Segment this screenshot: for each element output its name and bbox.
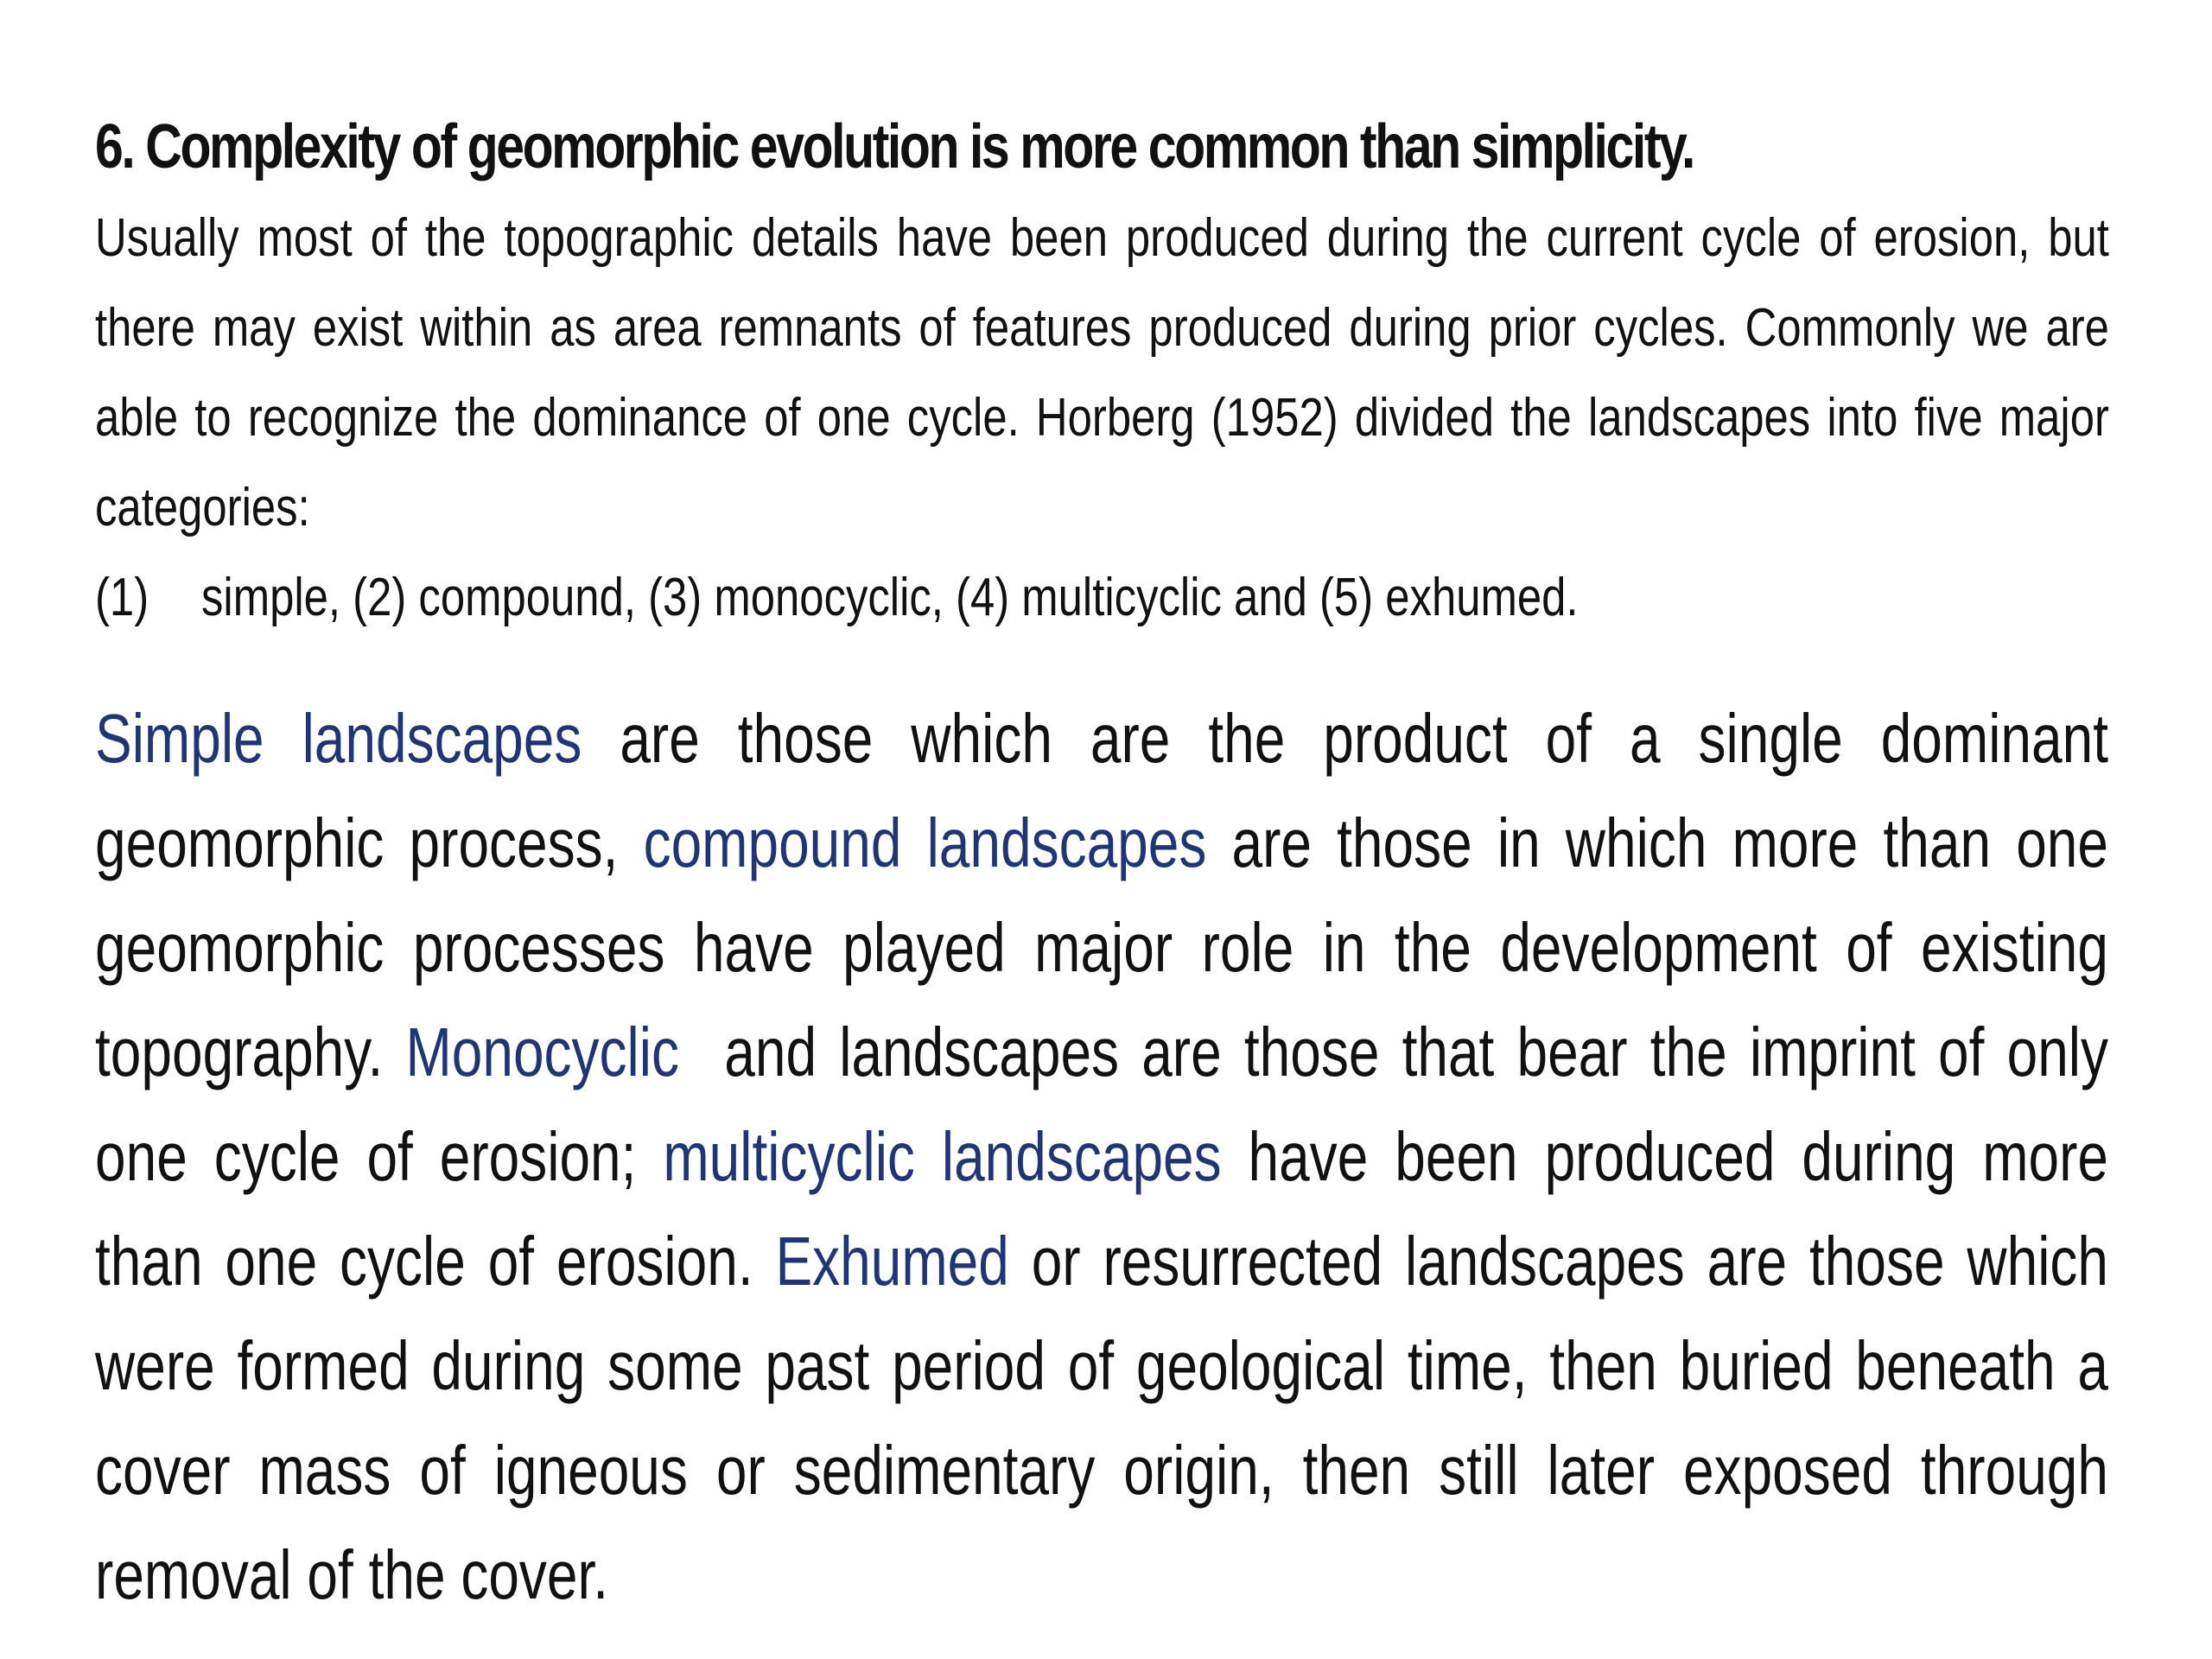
definition-compound: are those in which more than one geomorphic processes have played major role in the development of existing topography. <box>95 804 2108 1090</box>
term-multicyclic-landscapes: multicyclic landscapes <box>663 1118 1222 1195</box>
first-category-number: (1) <box>95 568 149 627</box>
intro-paragraph: Usually most of the topographic details have been produced during the current cycle of erosion, but there may exist within as area remnants of features produced during prior cycles. Commonly we are able to recognize the dominance of one cycle. Horberg (1952) divided the landscapes into five major categories: <box>95 208 2109 537</box>
term-simple-landscapes: Simple landscapes <box>95 700 582 777</box>
term-monocyclic: Monocyclic <box>405 1014 679 1090</box>
document-page <box>95 104 2124 1627</box>
section-heading: 6. Complexity of geomorphic evolution is more common than simplicity. <box>95 112 1694 181</box>
definition-multicyclic: have been produced during more than one cycle of erosion. <box>95 1118 2109 1300</box>
definition-simple: are those which are the product of a single dominant geomorphic process, <box>95 700 2108 881</box>
categories-list-text: simple, (2) compound, (3) monocyclic, (4) multicyclic and (5) exhumed. <box>201 568 1579 627</box>
definition-monocyclic: and landscapes are those that bear the imprint of only one cycle of erosion; <box>95 1014 2124 1195</box>
categories-list <box>95 553 2109 643</box>
term-exhumed: Exhumed <box>775 1223 1009 1300</box>
definitions-paragraph <box>95 686 2124 1627</box>
term-compound-landscapes: compound landscapes <box>643 804 1207 881</box>
definition-exhumed: or resurrected landscapes are those which were formed during some past period of geological time, then buried beneath a cover mass of igneous or sedimentary origin, then still later exposed through removal of the cover. <box>95 1223 2109 1613</box>
